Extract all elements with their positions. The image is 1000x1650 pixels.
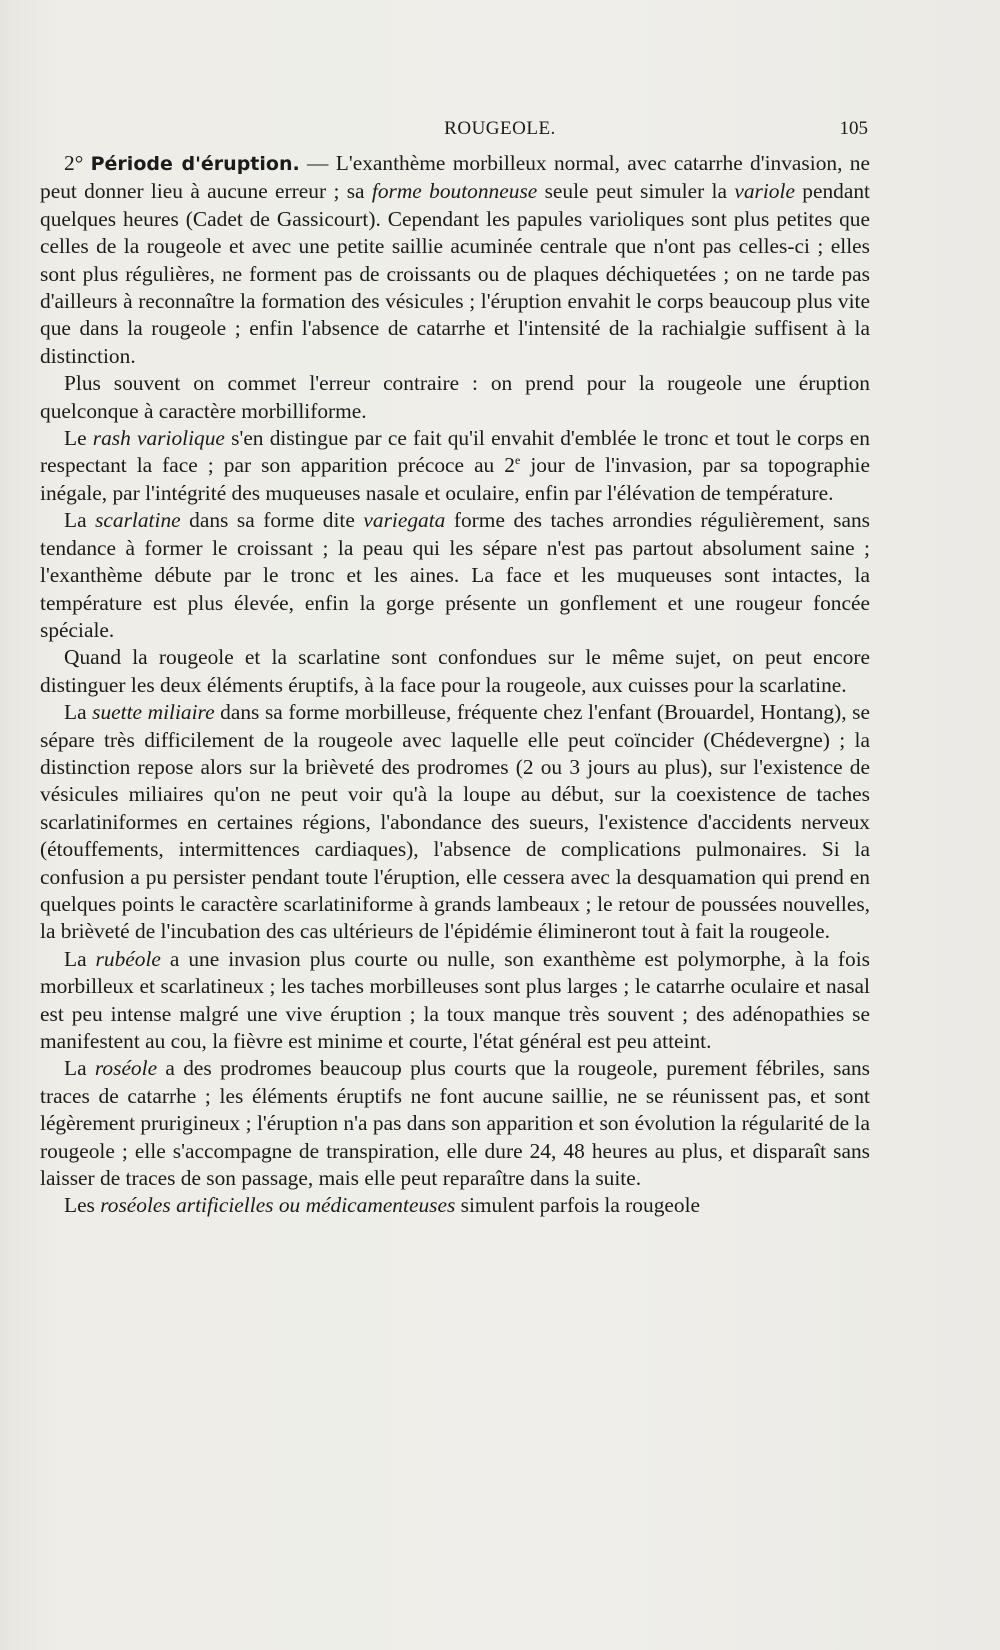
- paragraph-rash-variolique: [40, 425, 870, 507]
- paragraph-text: dans sa forme dite: [180, 508, 364, 533]
- italic-term: suette miliaire: [92, 700, 215, 725]
- italic-term: scarlatine: [95, 508, 181, 533]
- paragraph-text: La: [64, 946, 96, 971]
- paragraph-text: s'en distingue par ce fait qu'il envahit d'emblée le tronc et tout le corps en respectant la face ; par son apparition précoce au 2: [40, 426, 870, 478]
- italic-term: variole: [734, 179, 795, 204]
- paragraph-text: Plus souvent on commet l'erreur contraire : on prend pour la rougeole une éruption quelconque à caractère morbilliforme.: [40, 371, 870, 423]
- paragraph-text: dans sa forme morbilleuse, fréquente chez l'enfant (Brouardel, Hontang), se sépare très difficilement de la rougeole avec laquelle elle peut coïncider (Chédevergne) ; la distinction repose alors sur la brièveté des prodromes (2 ou 3 jours au plus), sur l'existence de vésicules miliaires qu'on ne peut voir qu'à la loupe au début, sur la coexistence de taches scarlatiniformes en certaines régions, l'abondance des sueurs, l'existence d'accidents nerveux (étouffements, intermittences cardiaques), l'absence de complications pulmonaires. Si la confusion a pu persister pendant toute l'éruption, elle cessera avec la desquamation qui prend en quelques points le caractère scarlatiniforme à grands lambeaux ; le retour de poussées nouvelles, la brièveté de l'incubation des cas ultérieurs de l'épidémie élimineront tout à fait la rougeole.: [40, 700, 870, 944]
- paragraph-text: La: [64, 700, 93, 725]
- paragraph-text: Les: [64, 1193, 101, 1218]
- paragraph-eruption-period: [40, 150, 870, 370]
- superscript: e: [514, 453, 521, 468]
- italic-term: rubéole: [95, 946, 161, 971]
- paragraph-confused-eruptions: [40, 644, 870, 699]
- italic-term: variegata: [363, 508, 446, 533]
- paragraph-text: jour de l'invasion, par sa topographie inégale, par l'intégrité des muqueuses nasale et oculaire, enfin par l'élévation de température.: [40, 453, 870, 505]
- italic-term: roséoles artificielles ou médicamenteuses: [100, 1193, 456, 1218]
- paragraph-text: — L'exanthème morbilleux normal, avec catarrhe d'invasion, ne peut donner lieu à aucune erreur ; sa: [40, 151, 870, 204]
- paragraph-text: a des prodromes beaucoup plus courts que la rougeole, purement fébriles, sans traces de catarrhe ; les éléments éruptifs ne font aucune saillie, ne se réunissent pas, et sont légèrement prurigineux ; l'éruption n'a pas dans son apparition et son évolution la régularité de la rougeole ; elle s'accompagne de transpiration, elle dure 24, 48 heures au plus, et disparaît sans laisser de traces de son passage, mais elle peut reparaître dans la suite.: [40, 1056, 870, 1191]
- paragraph-contrary-error: [40, 370, 870, 425]
- italic-term: rash variolique: [92, 426, 225, 451]
- paragraph-text: Le: [64, 426, 93, 451]
- section-heading: Période d'éruption.: [90, 153, 300, 175]
- paragraph-roseole: [40, 1055, 870, 1192]
- running-title: ROUGEOLE.: [444, 118, 556, 139]
- italic-term: roséole: [94, 1056, 158, 1081]
- body-text: [40, 150, 870, 1220]
- paragraph-rubeole: [40, 946, 870, 1056]
- paragraph-text: pendant quelques heures (Cadet de Gassicourt). Cependant les papules varioliques sont plus petites que celles de la rougeole et avec une petite saillie acuminée centrale que n'ont pas celles-ci ; elles sont plus régulières, ne forment pas de croissants ou de plaques déchiquetées ; on ne tarde pas d'ailleurs à reconnaître la formation des vésicules ; l'éruption envahit le corps beaucoup plus vite que dans la rougeole ; enfin l'absence de catarrhe et l'intensité de la rachialgie suffisent à la distinction.: [40, 179, 870, 368]
- paragraph-text: forme des taches arrondies régulièrement, sans tendance à former le croissant ; la peau qui les sépare n'est pas partout absolument saine ; l'exanthème débute par le tronc et les aines. La face et les muqueuses sont intactes, la température est plus élevée, enfin la gorge présente un gonflement et une rougeur foncée spéciale.: [40, 508, 870, 642]
- paragraph-text: Quand la rougeole et la scarlatine sont confondues sur le même sujet, on peut encore distinguer les deux éléments éruptifs, à la face pour la rougeole, aux cuisses pour la scarlatine.: [40, 645, 870, 697]
- paragraph-suette-miliaire: [40, 699, 870, 946]
- page-number: 105: [839, 118, 868, 139]
- paragraph-text: simulent parfois la rougeole: [455, 1193, 701, 1218]
- paragraph-text: seule peut simuler la: [537, 179, 735, 204]
- paragraph-text: La: [64, 1056, 95, 1081]
- page-header: [0, 118, 1000, 146]
- italic-term: forme boutonneuse: [371, 179, 538, 204]
- section-number: 2°: [64, 151, 84, 175]
- paragraph-text: a une invasion plus courte ou nulle, son exanthème est polymorphe, à la fois morbilleux et scarlatineux ; les taches morbilleuses sont plus larges ; le catarrhe oculaire et nasal est peu intense malgré une vive éruption ; la toux manque très souvent ; des adénopathies se manifestent au cou, la fièvre est minime et courte, l'état général est peu atteint.: [40, 946, 870, 1053]
- paragraph-text: La: [64, 508, 96, 533]
- paragraph-roseoles-artificielles: [40, 1192, 870, 1219]
- paragraph-scarlatine: [40, 507, 870, 644]
